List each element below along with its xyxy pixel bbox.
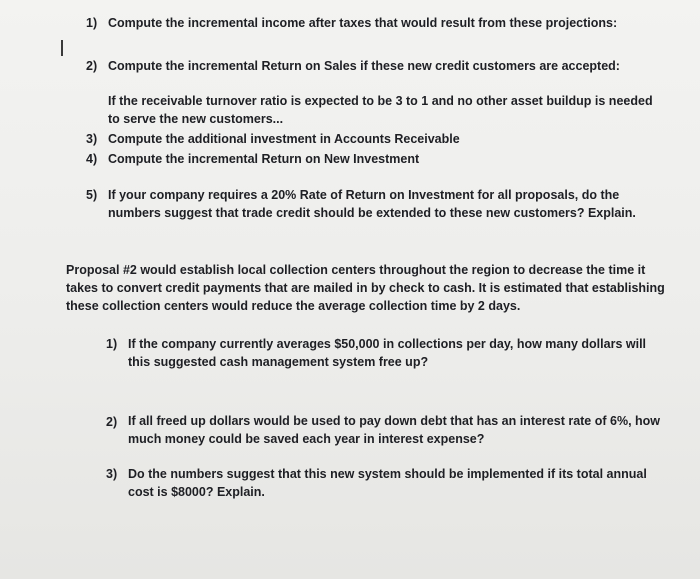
proposal-2-line-2: takes to convert credit payments that are mailed in by check to cash. It is estimated that establishing bbox=[66, 281, 665, 295]
question-1-text: Compute the incremental income after taxes that would result from these projections: bbox=[108, 16, 618, 30]
proposal-question-2-number: 2) bbox=[106, 415, 118, 429]
proposal-question-1-number: 1) bbox=[106, 337, 118, 351]
receivable-note bbox=[108, 92, 653, 128]
proposal-2-paragraph bbox=[66, 261, 665, 315]
proposal-2-line-1: Proposal #2 would establish local collection centers throughout the region to decrease the time it bbox=[66, 263, 646, 277]
receivable-note-line-1: If the receivable turnover ratio is expected to be 3 to 1 and no other asset buildup is needed bbox=[108, 94, 653, 108]
proposal-question-2-text bbox=[128, 412, 660, 448]
proposal-2-line-3: these collection centers would reduce the average collection time by 2 days. bbox=[66, 299, 521, 313]
question-4-text: Compute the incremental Return on New Investment bbox=[108, 152, 420, 166]
question-1-number: 1) bbox=[86, 16, 98, 30]
proposal-question-1-line-2: this suggested cash management system free up? bbox=[128, 355, 429, 369]
question-5-line-2: numbers suggest that trade credit should be extended to these new customers? Explain. bbox=[108, 206, 636, 220]
question-2-text: Compute the incremental Return on Sales if these new credit customers are accepted: bbox=[108, 59, 620, 73]
question-5-line-1: If your company requires a 20% Rate of Return on Investment for all proposals, do the bbox=[108, 188, 620, 202]
proposal-question-1-text bbox=[128, 335, 646, 371]
receivable-note-line-2: to serve the new customers... bbox=[108, 112, 284, 126]
question-2-number: 2) bbox=[86, 59, 98, 73]
proposal-question-3-number: 3) bbox=[106, 467, 118, 481]
proposal-question-1-line-1: If the company currently averages $50,000 in collections per day, how many dollars will bbox=[128, 337, 647, 351]
question-3-text: Compute the additional investment in Accounts Receivable bbox=[108, 132, 460, 146]
proposal-question-2-line-1: If all freed up dollars would be used to pay down debt that has an interest rate of 6%, how bbox=[128, 414, 661, 428]
question-5-text bbox=[108, 186, 636, 222]
question-3-number: 3) bbox=[86, 132, 98, 146]
question-4-number: 4) bbox=[86, 152, 98, 166]
proposal-question-3-text bbox=[128, 465, 647, 501]
text-cursor-mark bbox=[61, 40, 63, 56]
proposal-question-3-line-1: Do the numbers suggest that this new system should be implemented if its total annual bbox=[128, 467, 647, 481]
question-5-number: 5) bbox=[86, 188, 98, 202]
proposal-question-3-line-2: cost is $8000? Explain. bbox=[128, 485, 265, 499]
proposal-question-2-line-2: much money could be saved each year in interest expense? bbox=[128, 432, 485, 446]
